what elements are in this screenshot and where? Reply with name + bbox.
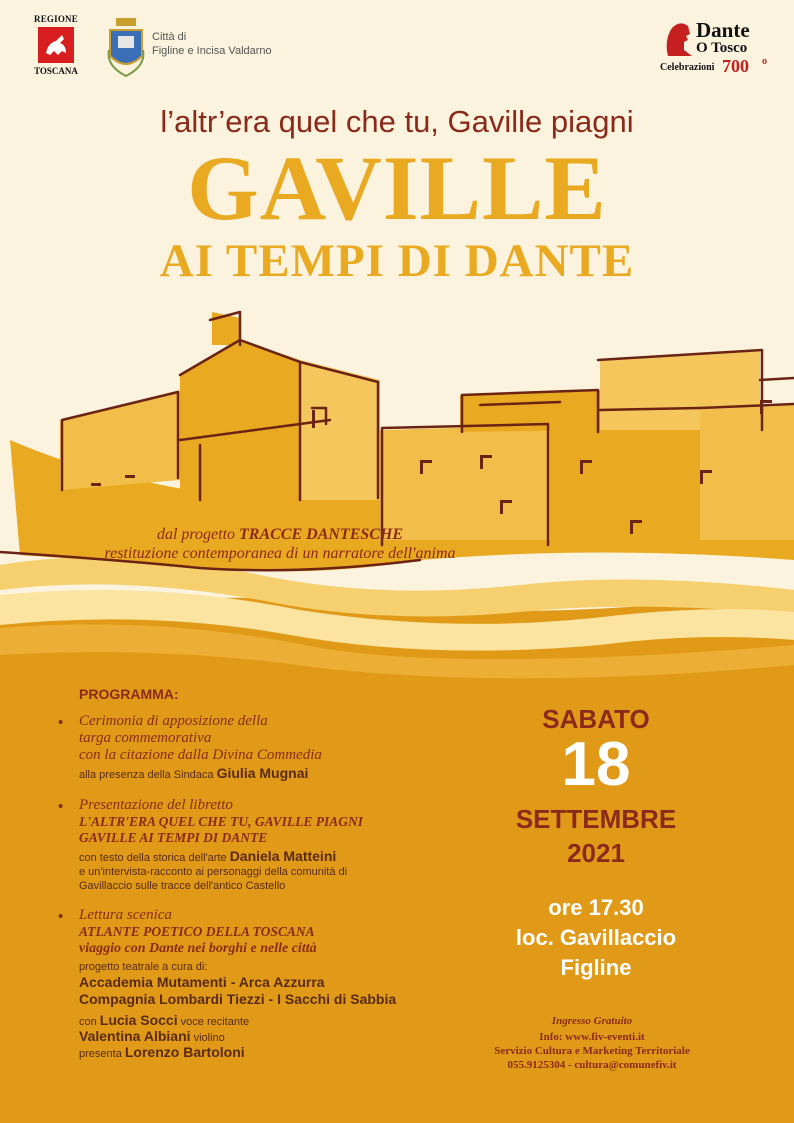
item3-cast-1 bbox=[58, 1013, 478, 1029]
item3-name-1: Lucia Socci bbox=[99, 1012, 178, 1028]
pegasus-icon bbox=[38, 27, 74, 63]
event-time: ore 17.30 bbox=[548, 895, 644, 920]
subtitle: AI TEMPI DI DANTE bbox=[159, 235, 635, 287]
item2-name: Daniela Matteini bbox=[229, 848, 337, 864]
program-item-2 bbox=[58, 797, 478, 893]
item2-note-3: Gavillaccio sulle tracce dell'antico Castello bbox=[79, 880, 286, 892]
item3-note-1: progetto teatrale a cura di: bbox=[79, 961, 208, 973]
info-service: Servizio Cultura e Marketing Territoriale bbox=[494, 1045, 690, 1057]
o-tosco-word: O Tosco bbox=[696, 40, 748, 56]
event-weekday: SABATO bbox=[542, 704, 650, 734]
info-contacts: 055.9125304 - cultura@comunefiv.it bbox=[507, 1059, 677, 1071]
degree-sign: o bbox=[762, 56, 767, 67]
entry-free: Ingresso Gratuito bbox=[551, 1015, 633, 1027]
project-description: restituzione contemporanea di un narratore dell'anima bbox=[104, 545, 456, 562]
window bbox=[125, 475, 135, 478]
comune-crest-icon bbox=[106, 16, 146, 85]
item3-pre-1: con bbox=[79, 1016, 100, 1028]
project-credit bbox=[60, 525, 500, 563]
item3-cast-3 bbox=[58, 1045, 478, 1061]
dante-word: Dante bbox=[696, 18, 750, 42]
program-item-3 bbox=[58, 907, 478, 1061]
program-item-1 bbox=[58, 713, 478, 782]
main-title: GAVILLE bbox=[187, 137, 607, 239]
tagline: l’altr’era quel che tu, Gaville piagni bbox=[160, 104, 634, 139]
celebrazioni-word: Celebrazioni bbox=[660, 62, 715, 73]
event-place-2: Figline bbox=[560, 955, 632, 980]
programma-heading: PROGRAMMA: bbox=[79, 686, 179, 702]
item2-caps-1: L'ALTR'ERA QUEL CHE TU, GAVILLE PIAGNI bbox=[79, 814, 364, 829]
item2-note-1-text: con testo della storica dell'arte bbox=[79, 852, 230, 864]
window bbox=[500, 500, 503, 514]
bullet: • bbox=[58, 798, 64, 815]
building-right-1 bbox=[380, 425, 550, 540]
toscana-label: TOSCANA bbox=[34, 66, 78, 76]
item2-note-2: e un'intervista-racconto ai personaggi della comunità di bbox=[79, 866, 348, 878]
item3-company-2: Compagnia Lombardi Tiezzi - I Sacchi di Sabbia bbox=[79, 991, 397, 1007]
comune-name bbox=[152, 30, 272, 58]
item3-caps-1: ATLANTE POETICO DELLA TOSCANA bbox=[79, 924, 315, 939]
window bbox=[580, 460, 583, 474]
item1-note-text: alla presenza della Sindaca bbox=[79, 769, 217, 781]
item2-title: Presentazione del libretto bbox=[79, 797, 233, 813]
building-right-5 bbox=[700, 405, 794, 540]
bullet: • bbox=[58, 908, 64, 925]
window bbox=[700, 470, 703, 484]
item3-role-1: voce recitante bbox=[177, 1016, 250, 1028]
item1-title-1: Cerimonia di apposizione della bbox=[79, 713, 268, 729]
item3-company-1: Accademia Mutamenti - Arca Azzurra bbox=[79, 974, 325, 990]
regione-label: REGIONE bbox=[34, 14, 78, 24]
window bbox=[312, 410, 315, 428]
item3-cast-2 bbox=[58, 1029, 478, 1045]
event-day: 18 bbox=[561, 730, 631, 799]
window bbox=[91, 483, 101, 486]
item3-name-3: Lorenzo Bartoloni bbox=[124, 1044, 245, 1060]
dante-profile-icon bbox=[662, 20, 694, 58]
project-prefix: dal progetto bbox=[156, 526, 240, 543]
item2-note-1 bbox=[58, 849, 478, 865]
window bbox=[420, 460, 423, 474]
info-web: Info: www.fiv-eventi.it bbox=[539, 1031, 645, 1043]
item3-ital-2: viaggio con Dante nei borghi e nelle città bbox=[79, 941, 317, 956]
item3-title: Lettura scenica bbox=[79, 907, 172, 923]
event-month: SETTEMBRE bbox=[515, 804, 677, 834]
item3-role-2: violino bbox=[190, 1032, 225, 1044]
building-left-3 bbox=[300, 360, 380, 500]
item1-name: Giulia Mugnai bbox=[216, 765, 309, 781]
seven-hundred: 700 bbox=[722, 56, 749, 76]
item3-pre-3: presenta bbox=[79, 1048, 125, 1060]
window bbox=[760, 400, 763, 414]
comune-line-1: Città di bbox=[152, 31, 187, 43]
event-place-1: loc. Gavillaccio bbox=[515, 925, 677, 950]
item1-note bbox=[58, 766, 478, 782]
regione-toscana-logo bbox=[30, 14, 82, 76]
project-name: TRACCE DANTESCHE bbox=[239, 526, 404, 543]
window bbox=[480, 455, 483, 469]
comune-line-2: Figline e Incisa Valdarno bbox=[152, 45, 272, 57]
item1-title-3: con la citazione dalla Divina Commedia bbox=[79, 747, 322, 763]
item3-name-2: Valentina Albiani bbox=[79, 1028, 191, 1044]
item2-caps-2: GAVILLE AI TEMPI DI DANTE bbox=[79, 830, 268, 845]
item1-title-2: targa commemorativa bbox=[79, 730, 212, 746]
window bbox=[630, 520, 633, 534]
event-year: 2021 bbox=[567, 838, 625, 868]
bullet: • bbox=[58, 714, 64, 731]
